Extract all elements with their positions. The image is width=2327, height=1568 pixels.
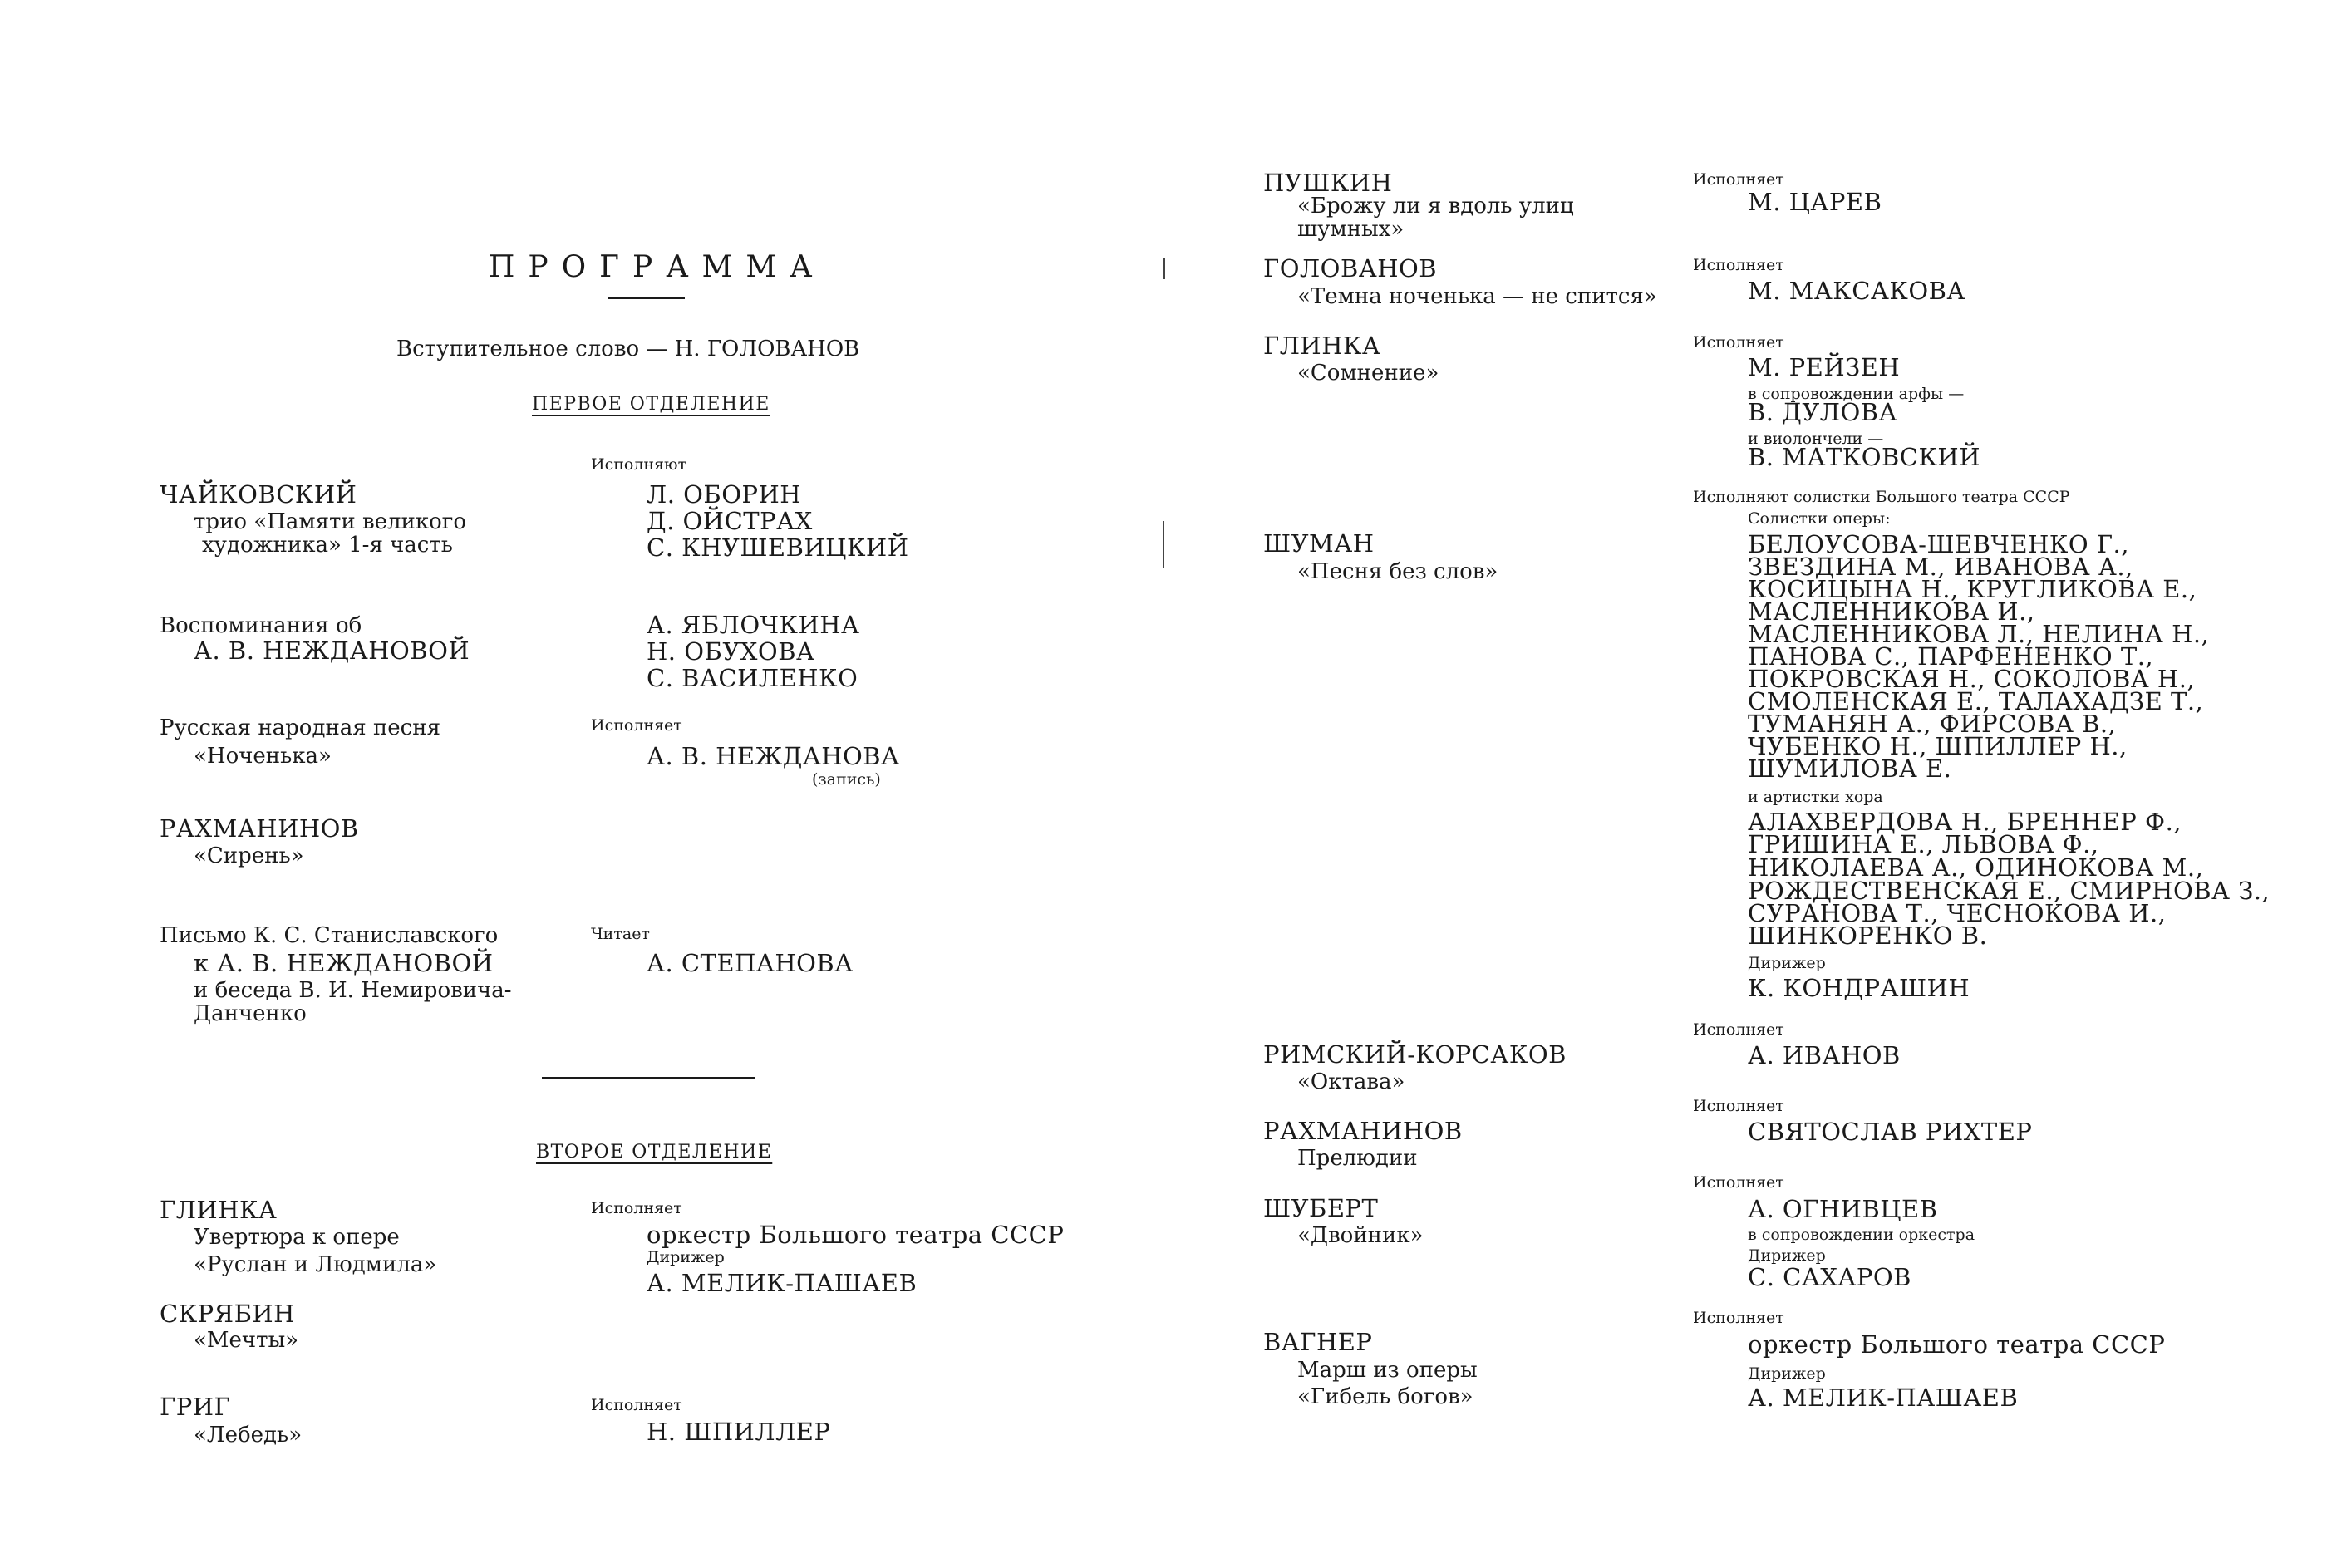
composer: РАХМАНИНОВ [160,814,359,843]
performer: СВЯТОСЛАВ РИХТЕР [1748,1118,2033,1146]
soloist-line: ПАНОВА С., ПАРФЕНЕНКО Т., [1748,642,2154,671]
section-divider [542,1077,755,1079]
composer: РАХМАНИНОВ [1263,1117,1463,1145]
program-title: ПРОГРАММА [489,250,826,284]
work-title: А. В. НЕЖДАНОВОЙ [194,637,470,665]
work-title: «Сомнение» [1297,361,1439,386]
soloist-line: ТУМАНЯН А., ФИРСОВА В., [1748,710,2117,738]
performer-label: Исполняет [1693,1020,1784,1039]
conductor-label: Дирижер [1748,1246,1826,1265]
soloist-line: МАСЛЕННИКОВА И., [1748,597,2035,626]
fold-mark [1163,521,1164,568]
work-title: «Ноченька» [194,744,332,769]
composer: ГЛИНКА [1263,332,1381,360]
composer: РИМСКИЙ-КОРСАКОВ [1263,1040,1567,1069]
composer: ГЛИНКА [160,1196,278,1224]
fold-mark [1164,258,1165,279]
performer: Л. ОБОРИН [647,480,802,509]
work-title: «Двойник» [1297,1223,1424,1248]
work-title: «Гибель богов» [1297,1384,1473,1409]
soloist-line: МАСЛЕННИКОВА Л., НЕЛИНА Н., [1748,620,2210,648]
performer: Н. ОБУХОВА [647,637,815,666]
composer: ВАГНЕР [1263,1328,1373,1356]
section-heading-part2: ВТОРОЕ ОТДЕЛЕНИЕ [536,1142,773,1162]
work-title: «Сирень» [194,843,304,868]
performer-label: Исполняет [1693,333,1784,351]
work-title: Увертюра к опере [194,1225,400,1250]
choir-line: СУРАНОВА Т., ЧЕСНОКОВА И., [1748,899,2167,927]
conductor-label: Дирижер [647,1248,725,1266]
intro-line: Вступительное слово — Н. ГОЛОВАНОВ [396,337,860,361]
performer: А. СТЕПАНОВА [647,949,854,977]
work-title: к А. В. НЕЖДАНОВОЙ [194,949,494,977]
performer: В. ДУЛОВА [1748,398,1898,426]
accompaniment-note: в сопровождении арфы — [1748,385,1965,403]
soloist-line: ЗВЕЗДИНА М., ИВАНОВА А., [1748,553,2133,581]
composer: ПУШКИН [1263,169,1393,197]
work-title: «Темна ноченька — не спится» [1297,284,1657,309]
soloist-line: ШУМИЛОВА Е. [1748,755,1952,783]
work-title: «Руслан и Людмила» [194,1252,437,1277]
soloist-line: ПОКРОВСКАЯ Н., СОКОЛОВА Н., [1748,665,2196,693]
conductor: А. МЕЛИК-ПАШАЕВ [647,1269,918,1297]
section-heading-part1: ПЕРВОЕ ОТДЕЛЕНИЕ [532,394,770,415]
performer: С. ВАСИЛЕНКО [647,664,858,692]
composer: ЧАЙКОВСКИЙ [160,480,357,509]
choir-label: и артистки хора [1748,788,1883,806]
performer-label: Исполняет [1693,1309,1784,1327]
recording-note: (запись) [812,770,881,789]
composer: Русская народная песня [160,715,440,740]
conductor-label: Дирижер [1748,1364,1826,1383]
choir-line: ШИНКОРЕНКО В. [1748,922,1988,950]
title-rule [608,297,685,299]
conductor: К. КОНДРАШИН [1748,974,1970,1002]
composer: ГОЛОВАНОВ [1263,254,1438,283]
performer: оркестр Большого театра СССР [647,1221,1065,1249]
choir-line: РОЖДЕСТВЕНСКАЯ Е., СМИРНОВА З., [1748,877,2270,905]
work-title: художника» 1-я часть [202,533,453,558]
performer: М. ЦАРЕВ [1748,188,1882,216]
performers-label: Исполняют [591,455,687,474]
performer-label: Исполняет [1693,256,1784,274]
soloist-line: БЕЛОУСОВА-ШЕВЧЕНКО Г., [1748,530,2129,558]
choir-line: ГРИШИНА Е., ЛЬВОВА Ф., [1748,830,2099,858]
choir-line: АЛАХВЕРДОВА Н., БРЕННЕР Ф., [1748,808,2182,836]
performer: А. ИВАНОВ [1748,1041,1901,1069]
composer: Письмо К. С. Станиславского [160,923,499,948]
performer-label: Исполняет [591,1199,682,1217]
conductor-label: Дирижер [1748,954,1826,972]
choir-line: НИКОЛАЕВА А., ОДИНОКОВА М., [1748,853,2204,882]
work-title: «Песня без слов» [1297,559,1498,584]
accompaniment-note: и виолончели — [1748,430,1884,448]
work-title: и беседа В. И. Немировича- [194,978,512,1003]
composer: СКРЯБИН [160,1300,295,1328]
conductor: А. МЕЛИК-ПАШАЕВ [1748,1384,2019,1412]
work-title: «Брожу ли я вдоль улиц [1297,194,1574,219]
performer: С. КНУШЕВИЦКИЙ [647,533,909,562]
performer-label: Исполняет [1693,1173,1784,1192]
soloist-line: КОСИЦЫНА Н., КРУГЛИКОВА Е., [1748,575,2197,603]
conductor: С. САХАРОВ [1748,1263,1911,1291]
work-title: трио «Памяти великого [194,509,467,534]
composer: Воспоминания об [160,613,362,638]
work-title: Прелюдии [1297,1146,1418,1171]
performer: В. МАТКОВСКИЙ [1748,443,1980,471]
work-title: «Мечты» [194,1328,299,1353]
soloist-line: СМОЛЕНСКАЯ Е., ТАЛАХАДЗЕ Т., [1748,687,2204,715]
work-title: «Октава» [1297,1069,1405,1094]
performer: Н. ШПИЛЛЕР [647,1418,831,1446]
performer-label: Исполняет [1693,1097,1784,1115]
performer-label: Исполняют солистки Большого театра СССР [1693,488,2070,506]
reader-label: Читает [591,925,650,943]
composer: ГРИГ [160,1393,231,1421]
soloist-line: ЧУБЕНКО Н., ШПИЛЛЕР Н., [1748,732,2128,760]
performer: М. МАКСАКОВА [1748,277,1965,305]
performer-label: Исполняет [591,716,682,735]
soloists-label: Солистки оперы: [1748,509,1891,528]
accompaniment-note: в сопровождении оркестра [1748,1226,1975,1244]
work-title: Марш из оперы [1297,1358,1478,1383]
performer-label: Исполняет [1693,170,1784,189]
performer-label: Исполняет [591,1396,682,1414]
composer: ШУБЕРТ [1263,1194,1379,1222]
work-title: Данченко [194,1001,307,1026]
performer: А. ОГНИВЦЕВ [1748,1195,1938,1223]
performer: Д. ОЙСТРАХ [647,507,813,535]
work-title: шумных» [1297,217,1405,242]
performer: оркестр Большого театра СССР [1748,1330,2166,1359]
work-title: «Лебедь» [194,1423,303,1448]
performer: М. РЕЙЗЕН [1748,353,1901,381]
composer: ШУМАН [1263,529,1375,558]
performer: А. В. НЕЖДАНОВА [647,742,900,770]
performer: А. ЯБЛОЧКИНА [647,611,860,639]
